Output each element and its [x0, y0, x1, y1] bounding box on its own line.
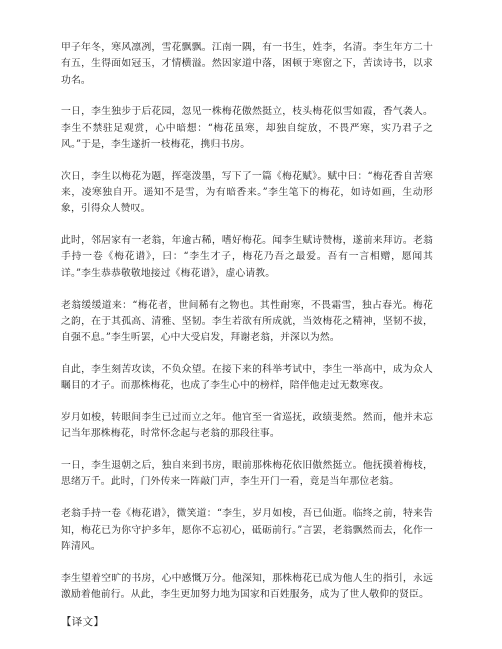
paragraph-1: 甲子年冬，寒风凛冽，雪花飘飘。江南一隅，有一书生，姓李，名清。李生年方二十有五，生得面如冠玉，才情横溢。然因家道中落，困顿于寒窗之下，苦读诗书，以求功名。: [61, 42, 433, 86]
paragraph-3: 次日，李生以梅花为题，挥毫泼墨，写下了一篇《梅花赋》。赋中曰：“梅花香自苦寒来，凌寒独自开。遥知不是雪，为有暗香来。”李生笔下的梅花，如诗如画，生动形象，引得众人赞叹。: [61, 170, 433, 215]
paragraph-7: 岁月如梭，转眼间李生已过而立之年。他官至一省巡抚，政绩斐然。然而，他并未忘记当年那株梅花，时常怀念起与老翁的那段往事。: [61, 412, 433, 440]
paragraph-4: 此时，邻居家有一老翁，年逾古稀，嗜好梅花。闻李生赋诗赞梅，遂前来拜访。老翁手持一卷《梅花谱》，曰：“李生才子，梅花乃吾之最爱。吾有一言相赠，愿闻其详。”李生恭恭敬敬地接过《梅花谱》，虚心请教。: [61, 235, 433, 279]
translation-heading: 【译文】: [61, 616, 105, 628]
paragraph-6: 自此，李生刻苦攻读，不负众望。在接下来的科举考试中，李生一举高中，成为众人瞩目的才子。而那株梅花，也成了李生心中的榜样，陪伴他走过无数寒夜。: [61, 363, 433, 392]
paragraph-10: 李生望着空旷的书房，心中感慨万分。他深知，那株梅花已成为他人生的指引，永远激励着他前行。从此，李生更加努力地为国家和百姓服务，成为了世人敬仰的贤臣。: [61, 572, 433, 600]
paragraph-9: 老翁手持一卷《梅花谱》，微笑道：“李生，岁月如梭，吾已仙逝。临终之前，特来告知，梅花已为你守护多年，愿你不忘初心，砥砺前行。”言罢，老翁飘然而去，化作一阵清风。: [61, 508, 433, 552]
paragraph-8: 一日，李生退朝之后，独自来到书房，眼前那株梅花依旧傲然挺立。他抚摸着梅枝，思绪万千。此时，门外传来一阵敲门声，李生开门一看，竟是当年那位老翁。: [61, 460, 433, 488]
paragraph-5: 老翁缓缓道来：“梅花者，世间稀有之物也。其性耐寒，不畏霜雪，独占春光。梅花之韵，在于其孤高、清雅、坚韧。李生若欲有所成就，当效梅花之精神，坚韧不拔，自强不息。”李生听罢，心中大受启发，拜谢老翁，并深以为然。: [61, 299, 433, 344]
paragraph-2: 一日，李生独步于后花园，忽见一株梅花傲然挺立，枝头梅花似雪如霞，香气袭人。李生不禁驻足观赏，心中暗想：“梅花虽寒，却独自绽放，不畏严寒，实乃君子之风。”于是，李生遂折一枝梅花，携归书房。: [61, 106, 433, 150]
